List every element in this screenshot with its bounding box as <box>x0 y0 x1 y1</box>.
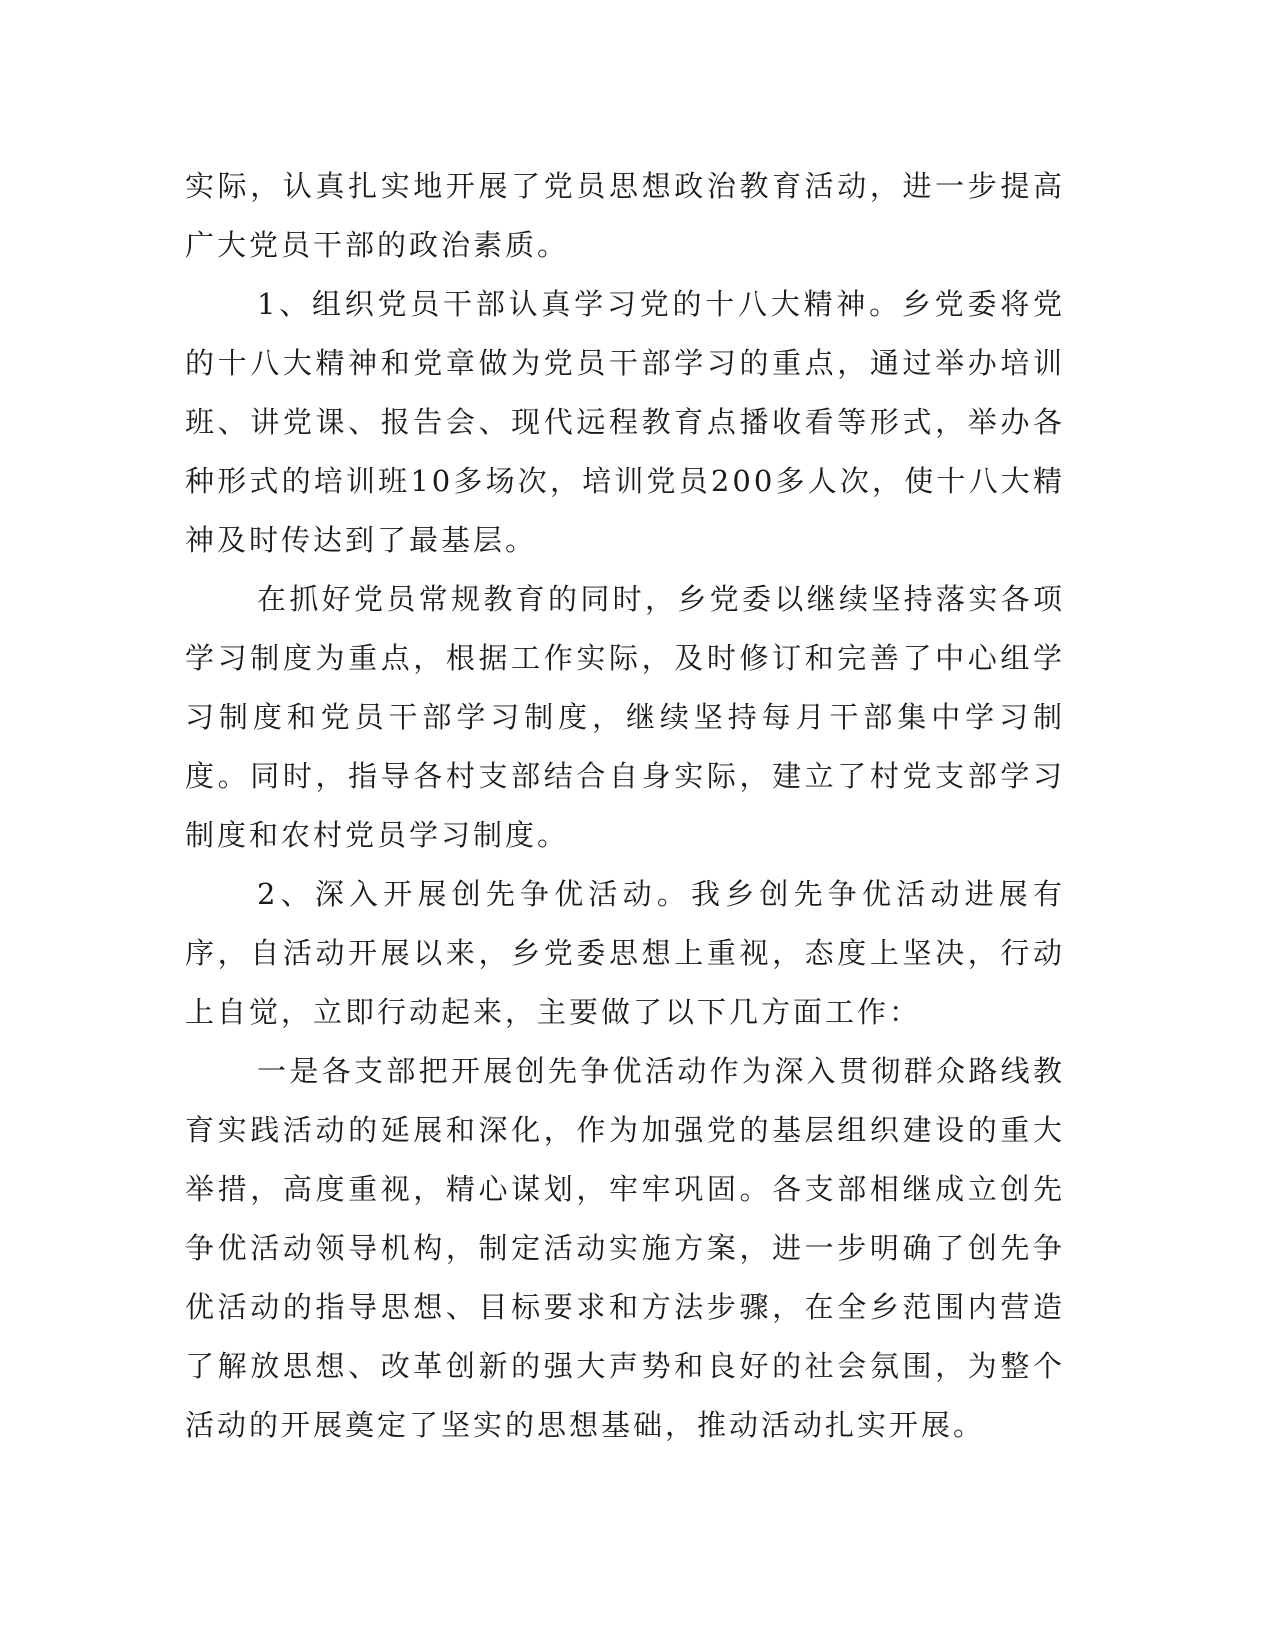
paragraph-2: 1、组织党员干部认真学习党的十八大精神。乡党委将党的十八大精神和党章做为党员干部学习的重点，通过举办培训班、讲党课、报告会、现代远程教育点播收看等形式，举办各种形式的培训班10多场次，培训党员200多人次，使十八大精神及时传达到了最基层。 <box>185 287 1065 557</box>
paragraph-5: 一是各支部把开展创先争优活动作为深入贯彻群众路线教育实践活动的延展和深化，作为加强党的基层组织建设的重大举措，高度重视，精心谋划，牢牢巩固。各支部相继成立创先争优活动领导机构，制定活动实施方案，进一步明确了创先争优活动的指导思想、目标要求和方法步骤，在全乡范围内营造了解放思想、改革创新的强大声势和良好的社会氛围，为整个活动的开展奠定了坚实的思想基础，推动活动扎实开展。 <box>185 1054 1065 1442</box>
paragraph-4: 2、深入开展创先争优活动。我乡创先争优活动进展有序，自活动开展以来，乡党委思想上重视，态度上坚决，行动上自觉，立即行动起来，主要做了以下几方面工作： <box>185 877 1065 1029</box>
paragraph-1: 实际，认真扎实地开展了党员思想政治教育活动，进一步提高广大党员干部的政治素质。 <box>185 169 1065 262</box>
paragraph-3: 在抓好党员常规教育的同时，乡党委以继续坚持落实各项学习制度为重点，根据工作实际，及时修订和完善了中心组学习制度和党员干部学习制度，继续坚持每月干部集中学习制度。同时，指导各村支部结合自身实际，建立了村党支部学习制度和农村党员学习制度。 <box>185 582 1065 852</box>
document-body <box>185 157 1065 1455</box>
